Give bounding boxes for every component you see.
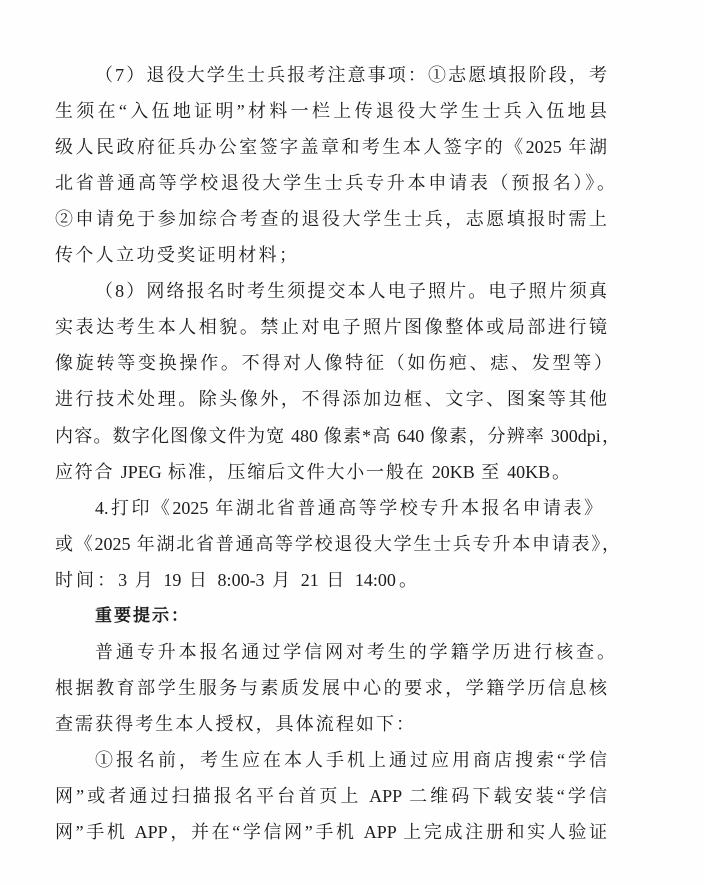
text-line: 根据教育部学生服务与素质发展中心的要求，学籍学历信息核 bbox=[55, 678, 607, 698]
text-line: 内容。数字化图像文件为宽 480 像素*高 640 像素，分辨率 300dpi， bbox=[55, 426, 620, 446]
text-line: 北省普通高等学校退役大学生士兵专升本申请表（预报名）》。 bbox=[55, 173, 615, 193]
text-line: 时间：3 月 19 日 8:00-3 月 21 日 14:00。 bbox=[55, 570, 417, 590]
text-line: 像旋转等变换操作。不得对人像特征（如伤疤、痣、发型等） bbox=[55, 353, 612, 373]
text-line: 进行技术处理。除头像外，不得添加边框、文字、图案等其他 bbox=[55, 389, 607, 409]
text-line: 4.打印《2025 年湖北省普通高等学校专升本报名申请表》 bbox=[95, 498, 602, 518]
text-line: （7）退役大学生士兵报考注意事项：①志愿填报阶段，考 bbox=[95, 65, 607, 85]
heading-text: 重要提示： bbox=[95, 606, 188, 625]
text-line: 或《2025 年湖北省普通高等学校退役大学生士兵专升本申请表》， bbox=[55, 534, 620, 554]
text-line: ②申请免于参加综合考查的退役大学生士兵，志愿填报时需上 bbox=[55, 209, 607, 229]
text-line: 实表达考生本人相貌。禁止对电子照片图像整体或局部进行镜 bbox=[55, 317, 607, 337]
text-line: 级人民政府征兵办公室签字盖章和考生本人签字的《2025 年湖 bbox=[55, 137, 607, 157]
text-line: 查需获得考生本人授权，具体流程如下： bbox=[55, 714, 414, 734]
text-line: 生须在“入伍地证明”材料一栏上传退役大学生士兵入伍地县 bbox=[55, 101, 607, 121]
text-line: 网”手机 APP，并在“学信网”手机 APP 上完成注册和实人验证 bbox=[55, 822, 607, 842]
text-line: 普通专升本报名通过学信网对考生的学籍学历进行核查。 bbox=[95, 642, 615, 662]
text-line: 应符合 JPEG 标准，压缩后文件大小一般在 20KB 至 40KB。 bbox=[55, 462, 570, 482]
text-line: 网”或者通过扫描报名平台首页上 APP 二维码下载安装“学信 bbox=[55, 786, 607, 806]
text-line: ①报名前，考生应在本人手机上通过应用商店搜索“学信 bbox=[95, 750, 607, 770]
text-line: 传个人立功受奖证明材料； bbox=[55, 245, 297, 265]
text-line: （8）网络报名时考生须提交本人电子照片。电子照片须真 bbox=[95, 281, 607, 301]
